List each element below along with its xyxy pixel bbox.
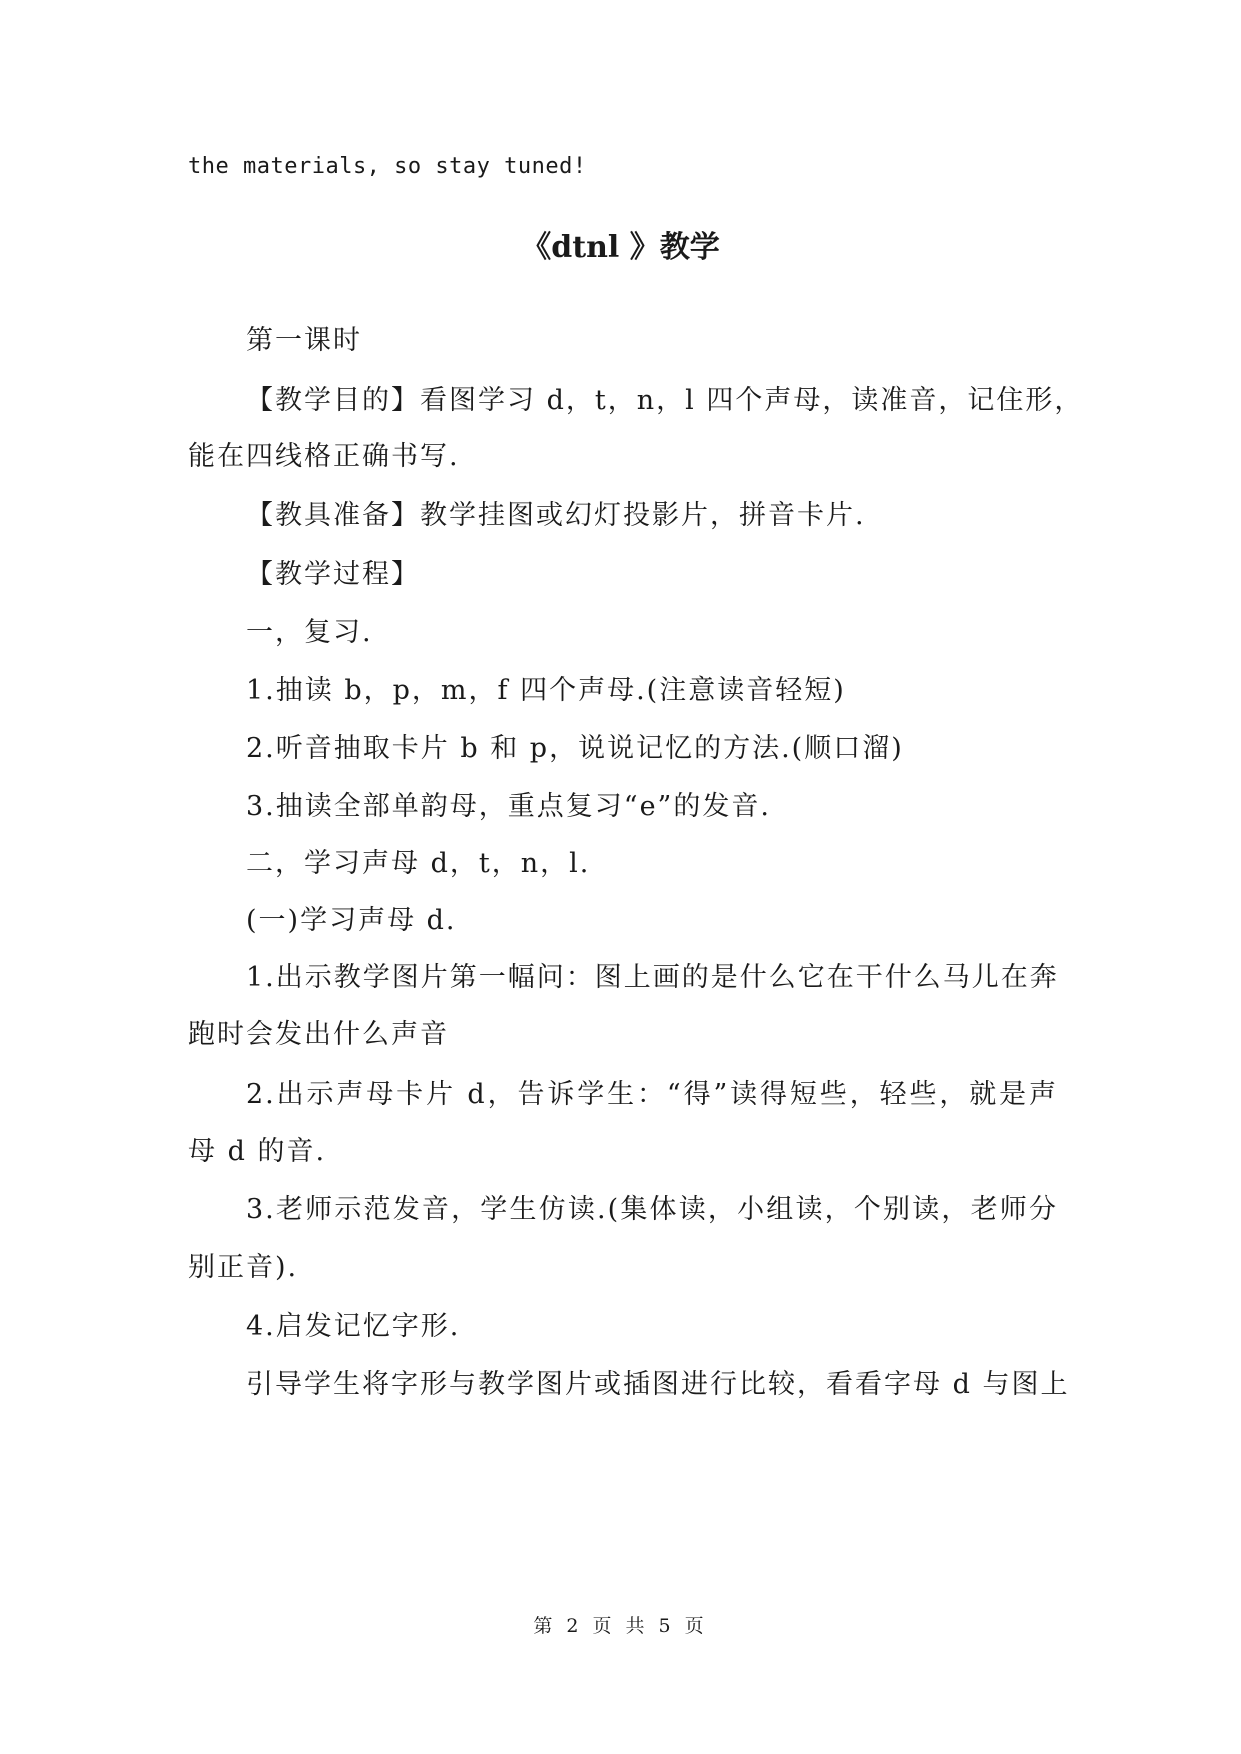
paragraph-line: 4.启发记忆字形. <box>246 1311 461 1342</box>
paragraph-line: 能在四线格正确书写. <box>188 441 460 472</box>
paragraph-line: 2.听音抽取卡片 b 和 p，说说记忆的方法.(顺口溜) <box>246 733 904 764</box>
page-number-footer: 第 2 页 共 5 页 <box>533 1615 708 1637</box>
paragraph-line: 3.老师示范发音，学生仿读.(集体读，小组读，个别读，老师分 <box>246 1194 1058 1225</box>
paragraph-line: 【教具准备】教学挂图或幻灯投影片，拼音卡片. <box>246 500 866 531</box>
paragraph-line: 1.抽读 b，p，m，f 四个声母.(注意读音轻短) <box>246 675 846 706</box>
paragraph-line: 别正音). <box>188 1252 299 1283</box>
paragraph-line: 2.出示声母卡片 d，告诉学生：“得”读得短些，轻些，就是声 <box>246 1079 1058 1110</box>
paragraph-line: 跑时会发出什么声音 <box>188 1019 449 1050</box>
document-title: 《dtnl 》教学 <box>521 230 720 265</box>
paragraph-line: 【教学目的】看图学习 d，t，n，l 四个声母，读准音，记住形， <box>246 385 1084 416</box>
paragraph-line: 母 d 的音. <box>188 1136 327 1167</box>
paragraph-line: 第一课时 <box>246 325 362 356</box>
paragraph-line: 二，学习声母 d，t，n，l. <box>246 848 591 879</box>
paragraph-line: 3.抽读全部单韵母，重点复习“e”的发音. <box>246 791 771 822</box>
paragraph-line: 一，复习. <box>246 617 373 648</box>
paragraph-line: 【教学过程】 <box>246 559 420 590</box>
paragraph-line: (一)学习声母 d. <box>246 905 457 936</box>
intro-text: the materials, so stay tuned! <box>188 154 587 179</box>
paragraph-line: 引导学生将字形与教学图片或插图进行比较，看看字母 d 与图上 <box>246 1369 1070 1400</box>
paragraph-line: 1.出示教学图片第一幅问：图上画的是什么它在干什么马儿在奔 <box>246 962 1059 993</box>
